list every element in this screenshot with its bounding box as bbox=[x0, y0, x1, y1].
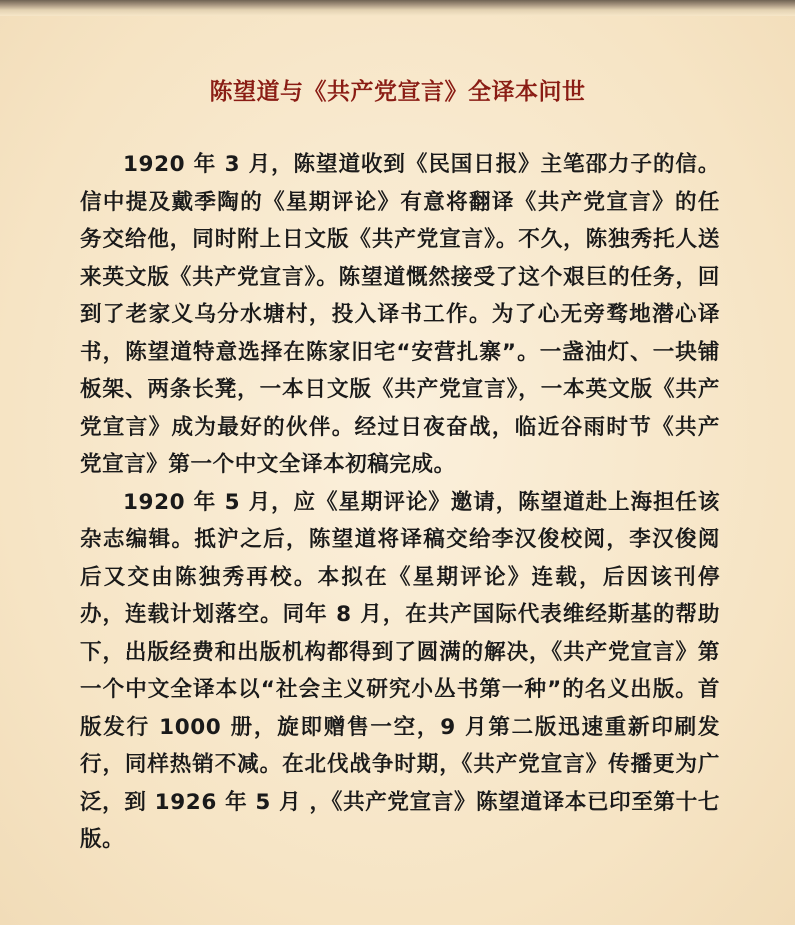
article-title: 陈望道与《共产党宣言》全译本问世 bbox=[209, 79, 586, 105]
paragraph-1: 1920 年 3 月，陈望道收到《民国日报》主笔邵力子的信。信中提及戴季陶的《星期评论》有意将翻译《共产党宣言》的任务交给他，同时附上日文版《共产党宣言》。不久，陈独秀托人送来英文版《共产党宣言》。陈望道慨然接受了这个艰巨的任务，回到了老家义乌分水塘村，投入译书工作。为了心无旁骛地潜心译书，陈望道特意选择在陈家旧宅“安营扎寨”。一盏油灯、一块铺板架、两条长凳，一本日文版《共产党宣言》，一本英文版《共产党宣言》成为最好的伙伴。经过日夜奋战，临近谷雨时节《共产党宣言》第一个中文全译本初稿完成。 bbox=[80, 152, 720, 477]
top-edge-shadow bbox=[0, 0, 795, 16]
article-body bbox=[80, 146, 720, 859]
paragraph-2: 1920 年 5 月，应《星期评论》邀请，陈望道赴上海担任该杂志编辑。抵沪之后，陈望道将译稿交给李汉俊校阅，李汉俊阅后又交由陈独秀再校。本拟在《星期评论》连载，后因该刊停办，连载计划落空。同年 8 月，在共产国际代表维经斯基的帮助下，出版经费和出版机构都得到了圆满的解决，《共产党宣言》第一个中文全译本以“社会主义研究小丛书第一种”的名义出版。首版发行 1000 册，旋即赠售一空，9 月第二版迅速重新印刷发行，同样热销不减。在北伐战争时期，《共产党宣言》传播更为广泛，到 1926 年 5 月 ，《共产党宣言》陈望道译本已印至第十七版。 bbox=[80, 489, 720, 852]
